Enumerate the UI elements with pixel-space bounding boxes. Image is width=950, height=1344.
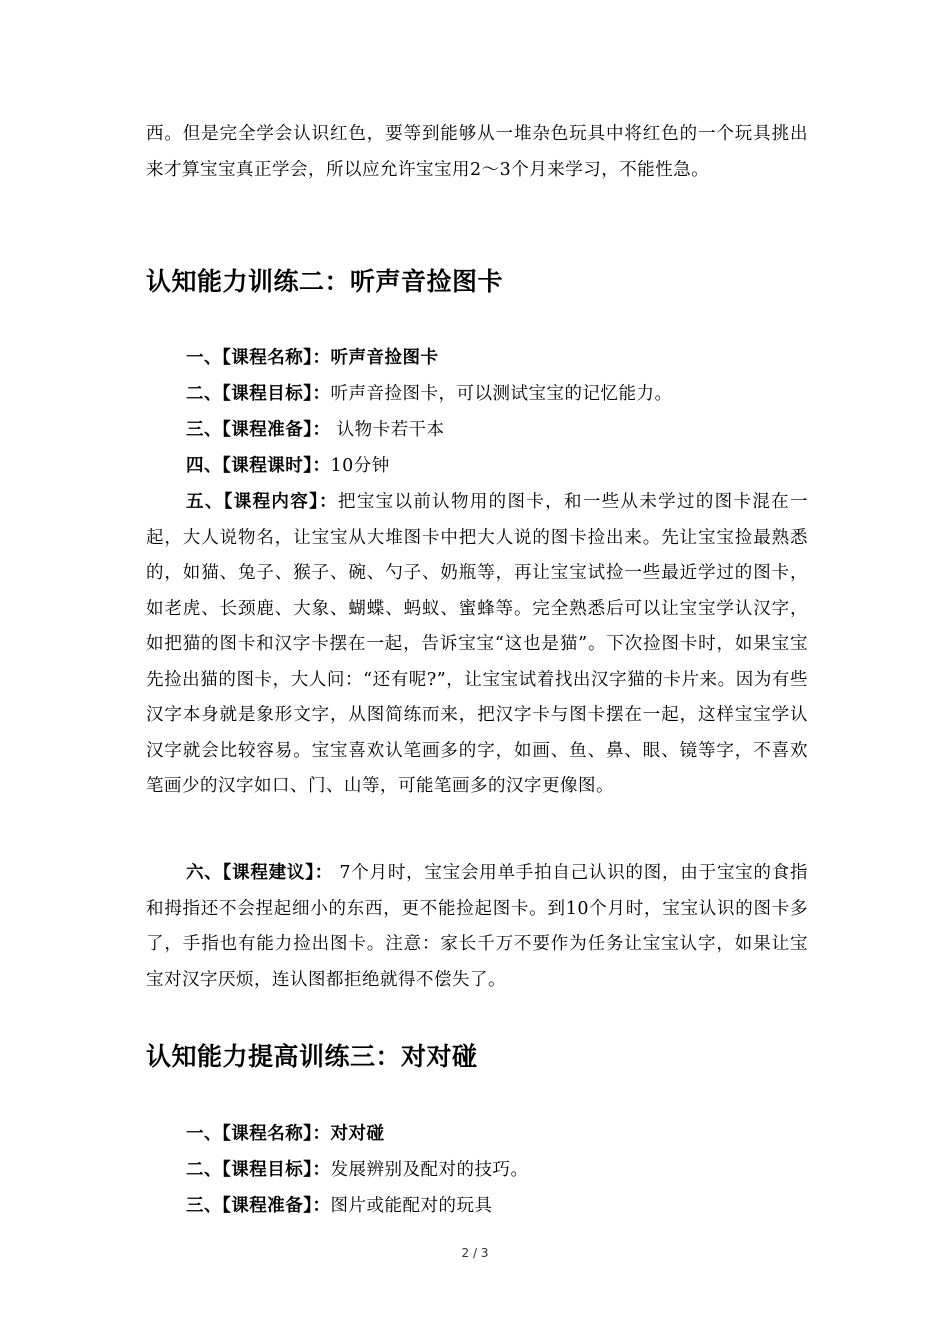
- section-3-item-1: [146, 1117, 808, 1153]
- item-label: 五、【课程内容】：: [186, 492, 338, 512]
- item-label: 四、【课程课时】：: [186, 456, 331, 476]
- section-3-item-2: [146, 1153, 808, 1189]
- item-label: 三、【课程准备】：: [186, 420, 331, 440]
- page-number: 2 / 3: [461, 1246, 489, 1260]
- item-value: 认物卡若干本: [330, 420, 445, 440]
- section-3-item-3: [146, 1189, 808, 1225]
- item-value: 图片或能配对的玩具: [330, 1196, 493, 1216]
- item-label: 二、【课程目标】：: [186, 1160, 331, 1180]
- section-3-title: 认知能力提高训练三：对对碰: [146, 1042, 478, 1071]
- item-value: 7个月时，宝宝会用单手拍自己认识的图，由于宝宝的食指和拇指还不会捏起细小的东西，更不能捡起图卡。到10个月时，宝宝认识的图卡多了，手指也有能力捡出图卡。注意：家长千万不要作为任务让宝宝认字，如果让宝宝对汉字厌烦，连认图都拒绝就得不偿失了。: [146, 863, 809, 990]
- item-label: 二、【课程目标】：: [186, 384, 331, 404]
- intro-paragraph: 西。但是完全学会认识红色，要等到能够从一堆杂色玩具中将红色的一个玩具挑出来才算宝宝真正学会，所以应允许宝宝用2～3个月来学习，不能性急。: [146, 124, 808, 180]
- item-label: 三、【课程准备】：: [186, 1196, 331, 1216]
- item-value: 发展辨别及配对的技巧。: [330, 1160, 529, 1180]
- section-2-item-2: [146, 377, 808, 413]
- section-2-title: 认知能力训练二：听声音捡图卡: [146, 267, 504, 296]
- item-label: 一、【课程名称】：: [186, 348, 331, 368]
- item-label: 一、【课程名称】：: [186, 1124, 331, 1144]
- section-2-item-1: [146, 341, 808, 377]
- item-value: 把宝宝以前认物用的图卡，和一些从未学过的图卡混在一起，大人说物名，让宝宝从大堆图卡中把大人说的图卡捡出来。先让宝宝捡最熟悉的，如猫、兔子、猴子、碗、勺子、奶瓶等，再让宝宝试捡一些最近学过的图卡，如老虎、长颈鹿、大象、蝴蝶、蚂蚁、蜜蜂等。完全熟悉后可以让宝宝学认汉字，如把猫的图卡和汉字卡摆在一起，告诉宝宝“这也是猫”。下次捡图卡时，如果宝宝先捡出猫的图卡，大人问：“还有呢?”，让宝宝试着找出汉字猫的卡片来。因为有些汉字本身就是象形文字，从图简练而来，把汉字卡与图卡摆在一起，这样宝宝学认汉字就会比较容易。宝宝喜欢认笔画多的字，如画、鱼、鼻、眼、镜等字，不喜欢笔画少的汉字如口、门、山等，可能笔画多的汉字更像图。: [146, 492, 808, 796]
- item-value: 对对碰: [330, 1124, 385, 1144]
- section-2-item-3: [146, 413, 808, 449]
- section-2-item-5: [146, 485, 808, 805]
- item-value: 听声音捡图卡，可以测试宝宝的记忆能力。: [330, 384, 673, 404]
- section-2-item-4: [146, 449, 808, 485]
- item-value: 听声音捡图卡: [330, 348, 439, 368]
- item-label: 六、【课程建议】：: [186, 863, 334, 883]
- item-value: 10分钟: [330, 456, 390, 476]
- section-2-item-6: [146, 856, 808, 998]
